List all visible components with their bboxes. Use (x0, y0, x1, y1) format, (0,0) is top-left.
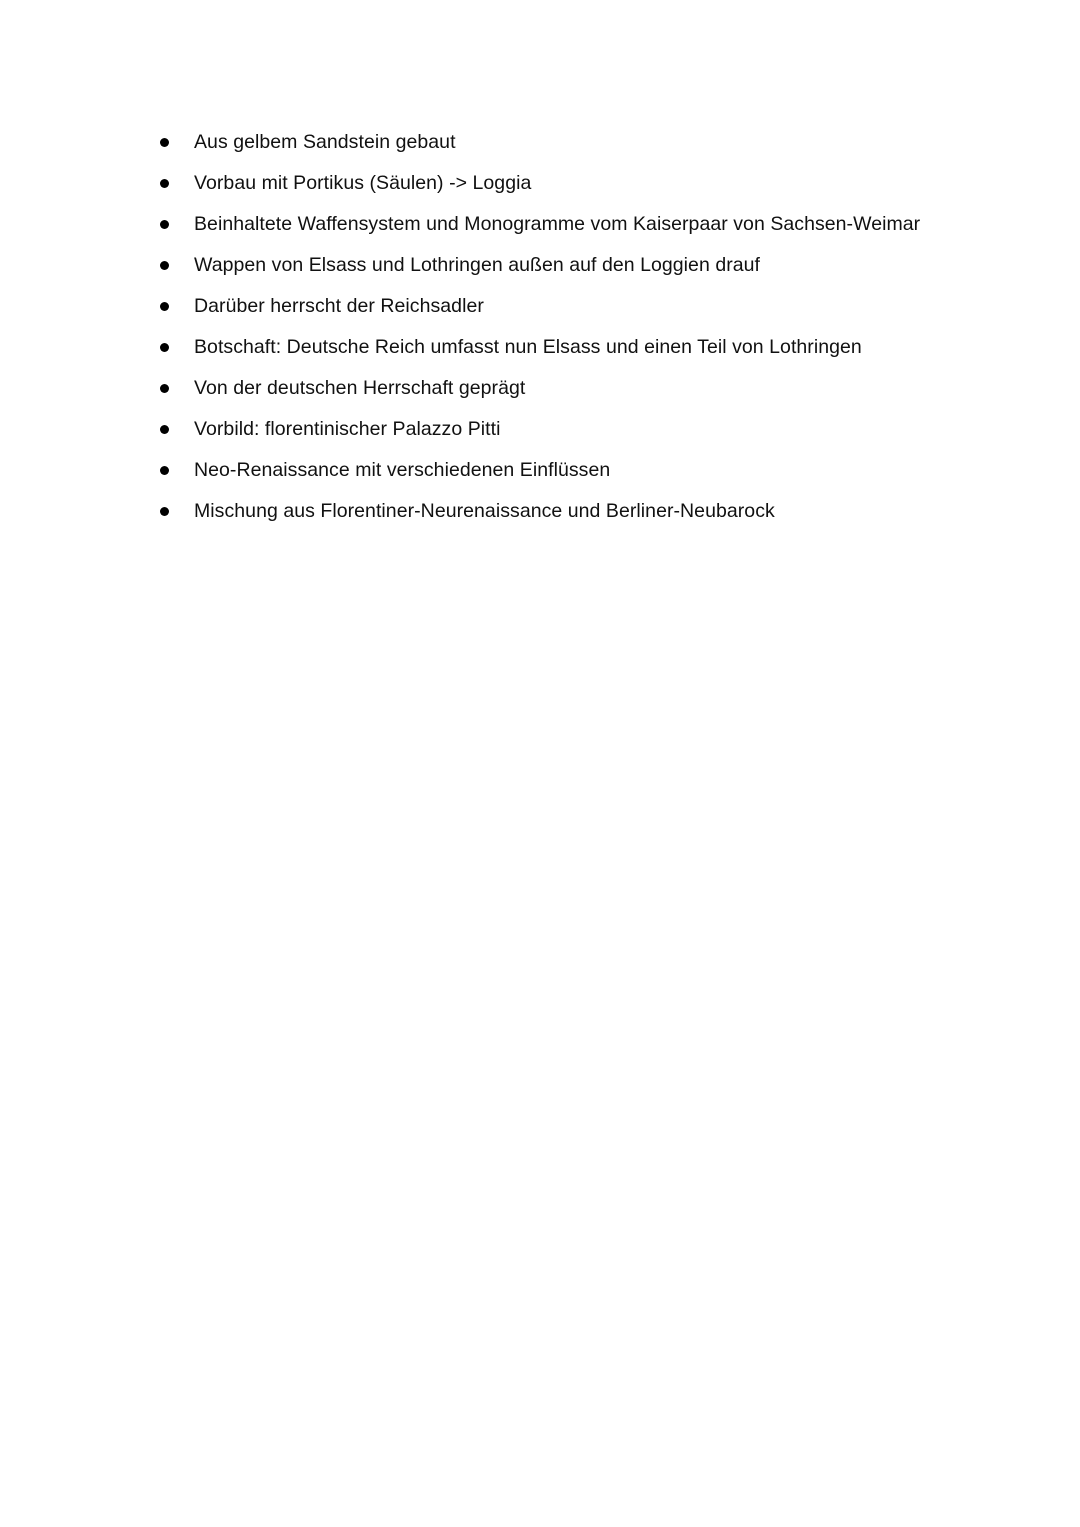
list-item-text: Vorbau mit Portikus (Säulen) -> Loggia (194, 172, 532, 194)
bullet-icon (160, 507, 169, 516)
list-item-text: Vorbild: florentinischer Palazzo Pitti (194, 418, 501, 440)
list-item (152, 450, 1032, 491)
list-item-text: Aus gelbem Sandstein gebaut (194, 131, 456, 153)
bullet-icon (160, 138, 169, 147)
bullet-icon (160, 343, 169, 352)
list-item (152, 327, 1032, 368)
list-item-text: Botschaft: Deutsche Reich umfasst nun Elsass und einen Teil von Lothringen (194, 336, 862, 358)
list-item (152, 368, 1032, 409)
list-item (152, 163, 1032, 204)
list-item-text: Beinhaltete Waffensystem und Monogramme vom Kaiserpaar von Sachsen-Weimar (194, 213, 921, 235)
list-item (152, 245, 1032, 286)
list-item (152, 204, 1032, 245)
bullet-icon (160, 179, 169, 188)
bullet-icon (160, 302, 169, 311)
list-item-text: Darüber herrscht der Reichsadler (194, 295, 484, 317)
bullet-icon (160, 261, 169, 270)
list-item-text: Neo-Renaissance mit verschiedenen Einflüssen (194, 459, 611, 481)
list-item-text: Von der deutschen Herrschaft geprägt (194, 377, 526, 399)
bullet-icon (160, 466, 169, 475)
list-item (152, 491, 1032, 532)
bullet-icon (160, 384, 169, 393)
list-item-text: Mischung aus Florentiner-Neurenaissance und Berliner-Neubarock (194, 500, 775, 522)
list-item-text: Wappen von Elsass und Lothringen außen auf den Loggien drauf (194, 254, 761, 276)
bullet-icon (160, 425, 169, 434)
bullet-list (152, 122, 1032, 532)
bullet-icon (160, 220, 169, 229)
list-item (152, 286, 1032, 327)
list-item (152, 122, 1032, 163)
list-item (152, 409, 1032, 450)
